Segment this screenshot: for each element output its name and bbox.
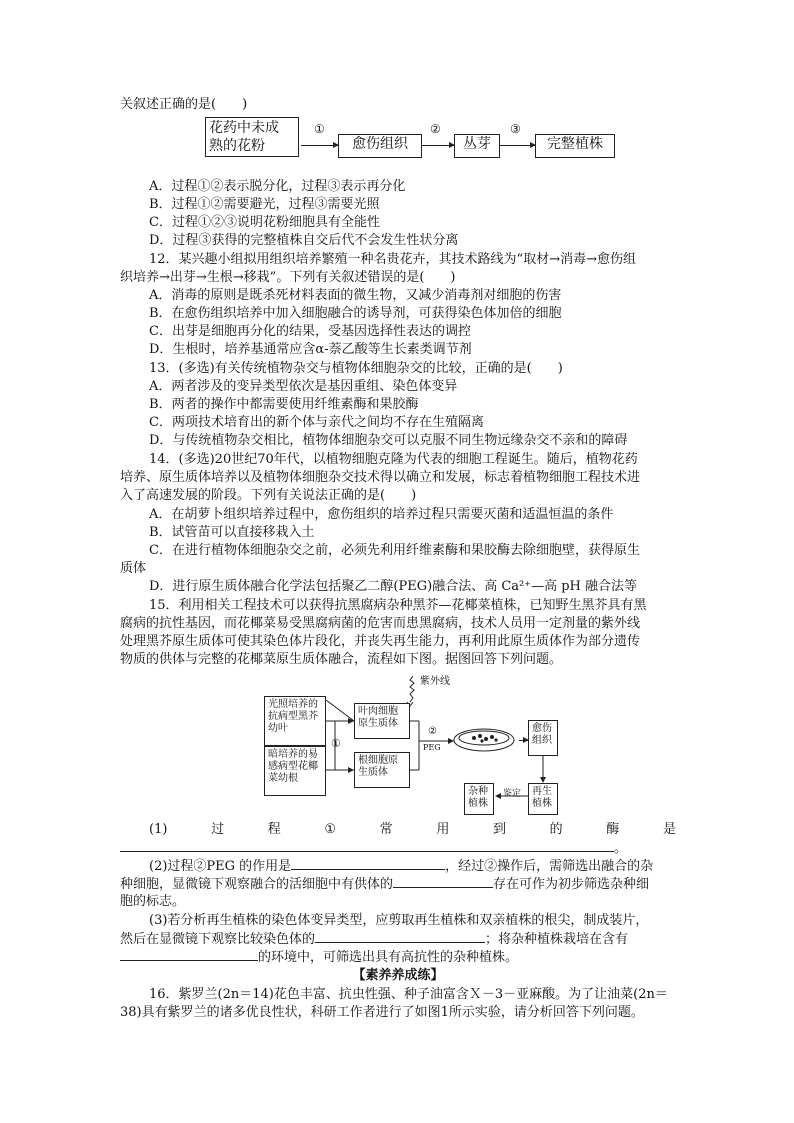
q13-option-c: C．两项技术培育出的新个体与亲代之间均不存在生殖隔离	[149, 415, 484, 430]
q15-line2: 腐病的抗性基因，而花椰菜易受黑腐病菌的危害而患黑腐病，技术人员用一定剂量的紫外线	[120, 616, 641, 631]
q15-line1: 15．利用相关工程技术可以获得抗黑腐病杂种黑芥—花椰菜植株，已知野生黑芥具有黑	[149, 598, 647, 613]
arrow-dish-to-callus	[519, 740, 528, 741]
q15-sub2-line1	[149, 857, 705, 876]
box-cauliflower-root: 暗培养的易感病型花椰菜幼根	[264, 746, 326, 796]
sub1-char: 到	[492, 822, 506, 837]
flow-box-pollen	[205, 117, 299, 157]
q12-option-b: B．在愈伤组织培养中加入细胞融合的诱导剂，可获得染色体加倍的细胞	[149, 306, 562, 321]
sub1-char: 是	[662, 822, 676, 837]
q13-option-b: B．两者的操作中都需要使用纤维素酶和果胶酶	[149, 397, 419, 412]
answer-blank-2[interactable]	[291, 857, 445, 870]
q12-line2: 织培养→出芽→生根→移栽”。下列有关叙述错误的是( )	[120, 270, 456, 285]
q15-line3: 处理黑芥原生质体可使其染色体片段化，并丧失再生能力，再利用此原生质体作为部分遗传	[120, 634, 641, 649]
flow-step-2: ②	[430, 122, 441, 136]
arrow-callus-to-regen	[538, 756, 548, 784]
flow-arrow-3	[499, 145, 535, 146]
sub1-char: (1)	[149, 822, 168, 837]
q15-sub2-line3: 胞的标志。	[120, 894, 186, 909]
flow-box-pollen-line2: 熟的花粉	[209, 138, 265, 154]
box-callus: 愈伤组织	[528, 720, 558, 756]
step2-label: ②	[428, 726, 437, 737]
q14-option-a: A．在胡萝卜组织培养过程中，愈伤组织的培养过程只需要灭菌和适温恒温的条件	[149, 507, 614, 522]
q11-option-b: B．过程①②需要避光，过程③需要光照	[149, 197, 380, 212]
q13-option-a: A．两者涉及的变异类型依次是基因重组、染色体变异	[149, 379, 458, 394]
q12-line1: 12．某兴趣小组拟用组织培养繁殖一种名贵花卉，其技术路线为“取材→消毒→愈伤组	[149, 252, 636, 267]
flow-arrow-1	[301, 145, 338, 146]
box-hybrid-plant: 杂种植株	[464, 783, 494, 815]
sub1-end: 。	[614, 841, 628, 856]
box-mustard-leaf: 光照培养的抗病型黑芥幼叶	[264, 696, 326, 746]
petri-dish-icon	[452, 724, 518, 754]
q12-option-a: A．消毒的原则是既杀死材料表面的微生物，又减少消毒剂对细胞的伤害	[149, 288, 562, 303]
q11-option-d: D．过程③获得的完整植株自交后代不会发生性状分离	[149, 233, 459, 248]
q14-line3: 入了高速发展的阶段。下列有关说法正确的是( )	[120, 488, 417, 503]
q15-sub3-line1: (3)若分析再生植株的染色体变异类型，应剪取再生植株和双亲植株的根尖，制成装片，	[149, 913, 649, 928]
flow-arrow-2	[421, 145, 454, 146]
q14-option-c-line1: C．在进行植物体细胞杂交之前，必须先利用纤维素酶和果胶酶去除细胞壁，获得原生	[149, 543, 640, 558]
q13-line1: 13．(多选)有关传统植物杂交与植物体细胞杂交的比较，正确的是( )	[149, 361, 563, 376]
flow-box-pollen-line1: 花药中未成	[209, 120, 279, 136]
peg-label: PEG	[423, 743, 441, 752]
box-root-protoplast: 根细胞原生质体	[354, 752, 410, 788]
q14-line1: 14．(多选)20世纪70年代，以植物细胞克隆为代表的细胞工程诞生。随后，植物花药	[149, 452, 638, 467]
q15-sub2-line2	[120, 875, 676, 894]
answer-blank-1[interactable]	[120, 839, 614, 852]
q15-sub1-answer-line	[120, 839, 676, 858]
answer-blank-4[interactable]	[315, 930, 485, 943]
sub2-text-d: 存在可作为初步筛选杂种细	[493, 877, 650, 892]
sub1-char: 程	[267, 822, 281, 837]
flow-step-3: ③	[510, 122, 521, 136]
q14-line2: 培养、原生质体培养以及植物体细胞杂交技术得以确立和发展，标志着植物细胞工程技术进	[120, 470, 641, 485]
q13-option-d: D．与传统植物杂交相比，植物体细胞杂交可以克服不同生物远缘杂交不亲和的障碍	[149, 433, 628, 448]
q15-line4: 物质的供体与完整的花椰菜原生质体融合，流程如下图。据图回答下列问题。	[120, 652, 563, 667]
sub2-text-a: (2)过程②PEG 的作用是	[149, 859, 292, 874]
box-mesophyll-protoplast: 叶肉细胞原生质体	[354, 703, 410, 739]
flow-step-1: ①	[314, 122, 325, 136]
q14-option-b: B．试管苗可以直接移栽入土	[149, 525, 315, 540]
flow-box-callus: 愈伤组织	[338, 134, 422, 158]
q11-stem-tail: 关叙述正确的是( )	[120, 97, 248, 112]
sub3-text-d: 的环境中，可筛选出具有高抗性的杂种植株。	[258, 950, 519, 965]
identify-label: 鉴定	[503, 789, 522, 799]
q15-sub3-line3	[120, 948, 676, 967]
answer-blank-5[interactable]	[120, 948, 258, 961]
sub1-char: 常	[379, 822, 393, 837]
sub1-char: 过	[211, 822, 225, 837]
q14-option-d: D．进行原生质体融合化学法包括聚乙二醇(PEG)融合法、高 Ca²⁺—高 pH 融合法等	[149, 579, 638, 594]
sub1-char: 用	[436, 822, 450, 837]
uv-label: 紫外线	[420, 676, 450, 687]
q14-option-c-line2: 质体	[120, 561, 147, 576]
sub3-text-c: ；将杂种植株栽培在含有	[485, 932, 629, 947]
q15-sub3-line2	[120, 930, 676, 949]
sub1-char: 的	[549, 822, 563, 837]
step1-label: ①	[331, 737, 341, 750]
box-regenerated-plant: 再生植株	[528, 783, 558, 815]
sub1-char: 酶	[606, 822, 620, 837]
q16-line1: 16．紫罗兰(2n＝14)花色丰富、抗虫性强、种子油富含Ｘ－3－亚麻酸。为了让油菜(2n＝	[149, 987, 668, 1002]
q16-line2: 38)具有紫罗兰的诸多优良性状，科研工作者进行了如图1所示实验，请分析回答下列问题。	[120, 1005, 644, 1020]
q12-option-d: D．生根时，培养基通常应含α-萘乙酸等生长素类调节剂	[149, 342, 472, 357]
sub2-text-c: 种细胞，显微镜下观察融合的活细胞中有供体的	[120, 877, 394, 892]
q11-option-a: A．过程①②表示脱分化，过程③表示再分化	[149, 179, 406, 194]
answer-blank-3[interactable]	[393, 875, 493, 888]
flow-box-plant: 完整植株	[535, 134, 615, 158]
q11-option-c: C．过程①②③说明花粉细胞具有全能性	[149, 215, 380, 230]
q12-option-c: C．出芽是细胞再分化的结果，受基因选择性表达的调控	[149, 324, 471, 339]
sub1-char: ①	[324, 822, 337, 837]
flow-box-shoot: 丛芽	[454, 134, 500, 158]
q15-sub1-line	[149, 821, 676, 839]
sub3-text-b: 然后在显微镜下观察比较染色体的	[120, 932, 316, 947]
sub2-text-b: ，经过②操作后，需筛选出融合的杂	[445, 859, 654, 874]
section-title: 【素养养成练】	[352, 968, 444, 983]
